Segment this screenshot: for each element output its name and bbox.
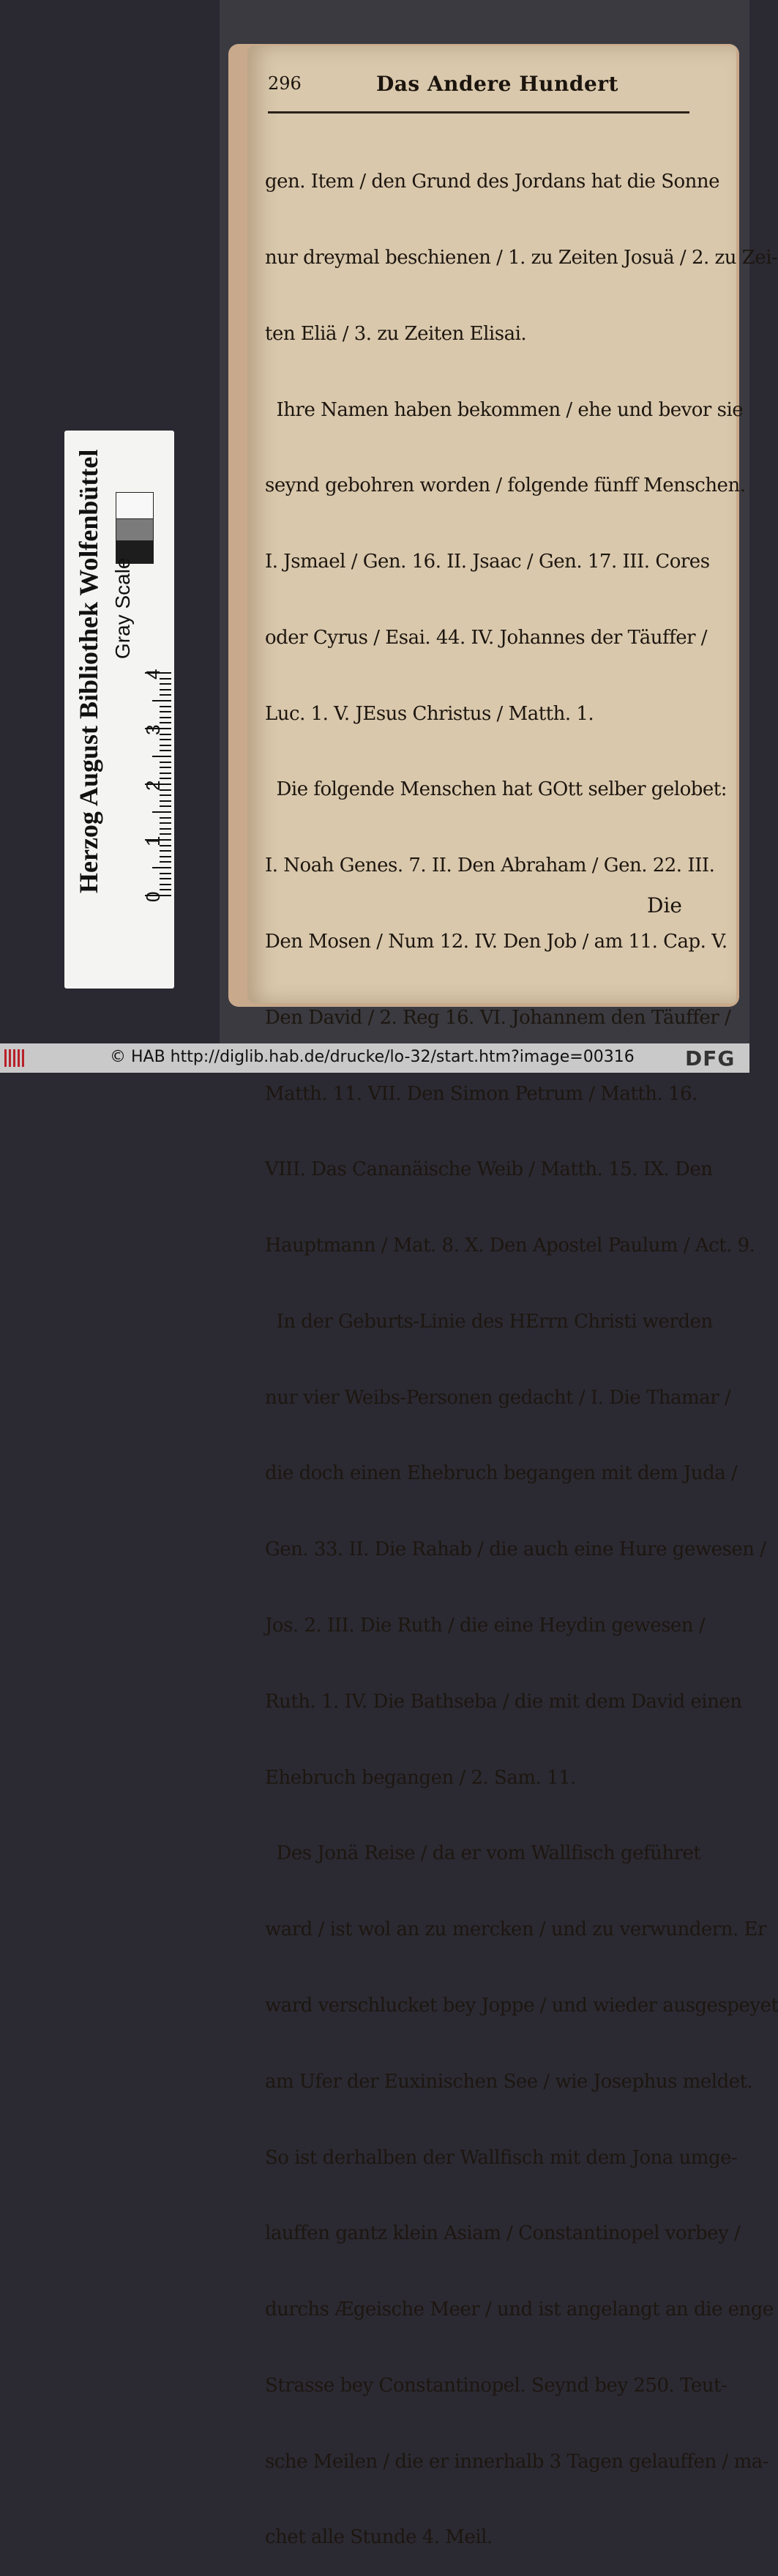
text-line: Ihre Namen haben bekommen / ehe und bevor sie [265,398,744,421]
ruler-tick [160,773,171,774]
text-line: gen. Item / den Grund des Jordans hat die Sonne [265,171,720,193]
ruler-tick [160,889,171,890]
text-line: Strasse bey Constantinopel. Seynd bey 250. Teut- [265,2374,727,2397]
ruler-tick [160,762,171,763]
text-line: sche Meilen / die er innerhalb 3 Tagen gelauffen / ma- [265,2450,769,2473]
ruler-tick [152,867,171,868]
text-line: Ruth. 1. IV. Die Bathseba / die mit dem David einen [265,1690,742,1713]
text-line: Luc. 1. V. JEsus Christus / Matth. 1. [265,702,594,725]
ruler-tick [160,856,171,857]
ruler-tick [160,833,171,835]
ruler-library-name: Herzog August Bibliothek Wolfenbüttel [74,449,103,893]
text-line: lauffen gantz klein Asiam / Constantinopel vorbey / [265,2222,741,2245]
text-line: durchs Ægeische Meer / und ist angelangt an die enge [265,2298,774,2321]
text-line: Ehebruch begangen / 2. Sam. 11. [265,1766,576,1789]
text-line: I. Jsmael / Gen. 16. II. Jsaac / Gen. 17. III. Cores [265,551,710,573]
copyright-url[interactable]: © HAB http://diglib.hab.de/drucke/lo-32/start.htm?image=00316 [110,1048,635,1066]
text-line: ward verschlucket bey Joppe / und wieder ausgespeyet [265,1994,778,2017]
text-line: seynd gebohren worden / folgende fünff Menschen. [265,474,746,497]
ruler-tick [160,694,171,696]
ruler-tick [160,689,171,690]
ruler-tick [160,822,171,824]
ruler-tick [160,722,171,723]
running-head-title: Das Andere Hundert [376,72,618,96]
text-line: Den David / 2. Reg 16. VI. Johannem den Täuffer / [265,1006,731,1029]
gray-swatch-white [116,492,154,520]
ruler-number-2: 2 [142,780,164,791]
ruler-tick [160,828,171,830]
ruler-tick [160,750,171,751]
text-line: Jos. 2. III. Die Ruth / die eine Heydin gewesen / [265,1615,706,1637]
ruler-tick [160,717,171,718]
ruler-tick [160,745,171,746]
text-line: Die folgende Menschen hat GOtt selber gelobet: [265,778,727,801]
text-line: I. Noah Genes. 7. II. Den Abraham / Gen. 22. III. [265,855,715,877]
text-line: am Ufer der Euxinischen See / wie Josephus meldet. [265,2070,753,2093]
text-line: Den Mosen / Num 12. IV. Den Job / am 11. Cap. V. [265,931,727,953]
ruler-tick [160,706,171,707]
ruler-number-4: 4 [142,669,164,680]
running-head [268,72,707,104]
ruler-number-1: 1 [142,835,164,846]
text-line: ward / ist wol an zu mercken / und zu verwundern. Er [265,1918,766,1941]
text-line: Hauptmann / Mat. 8. X. Den Apostel Paulum / Act. 9. [265,1235,755,1257]
ruler-tick [152,811,171,813]
ruler-tick [160,878,171,879]
ruler-tick [160,711,171,712]
ruler-tick [160,817,171,819]
ruler-tick [152,700,171,701]
ruler-tick [160,850,171,852]
ruler-tick [160,884,171,885]
text-line: ten Eliä / 3. zu Zeiten Elisai. [265,322,527,345]
ruler-number-3: 3 [142,724,164,735]
ruler-tick [152,756,171,757]
text-line: nur dreymal beschienen / 1. zu Zeiten Josuä / 2. zu Zei- [265,246,778,269]
text-line: So ist derhalben der Wallfisch mit dem Jona umge- [265,2146,738,2169]
dfg-logo: DFG [685,1046,736,1071]
text-line: oder Cyrus / Esai. 44. IV. Johannes der Täuffer / [265,626,708,649]
gray-swatch-mid [116,518,154,542]
page-number: 296 [268,73,302,94]
ruler-tick [160,794,171,796]
catchword: Die [647,893,682,917]
head-rule [268,111,689,113]
text-line: Matth. 11. VII. Den Simon Petrum / Matth. 16. [265,1082,697,1105]
ruler-tick [160,767,171,768]
text-line: die doch einen Ehebruch begangen mit dem Juda / [265,1462,738,1485]
gray-scale-label: Gray Scale [111,557,134,659]
ruler-tick [160,778,171,779]
ruler-tick [160,861,171,863]
text-line: chet alle Stunde 4. Meil. [265,2526,493,2549]
text-line: Gen. 33. II. Die Rahab / die auch eine Hure gewesen / [265,1538,766,1561]
ruler-tick [160,873,171,874]
ruler-tick [160,683,171,685]
text-line: In der Geburts-Linie des HErrn Christi werden [265,1310,713,1333]
ruler-tick [160,805,171,807]
text-line: VIII. Das Cananäische Weib / Matth. 15. IX. Den [265,1158,713,1181]
ruler-tick [160,739,171,740]
hab-logo-icon [4,1049,28,1067]
text-line: nur vier Weibs-Personen gedacht / I. Die Thamar / [265,1386,731,1409]
footer-bar [0,1043,749,1073]
ruler-tick [160,800,171,802]
text-line: Des Jonä Reise / da er vom Wallfisch geführet [265,1842,701,1865]
ruler-number-0: 0 [142,891,164,902]
